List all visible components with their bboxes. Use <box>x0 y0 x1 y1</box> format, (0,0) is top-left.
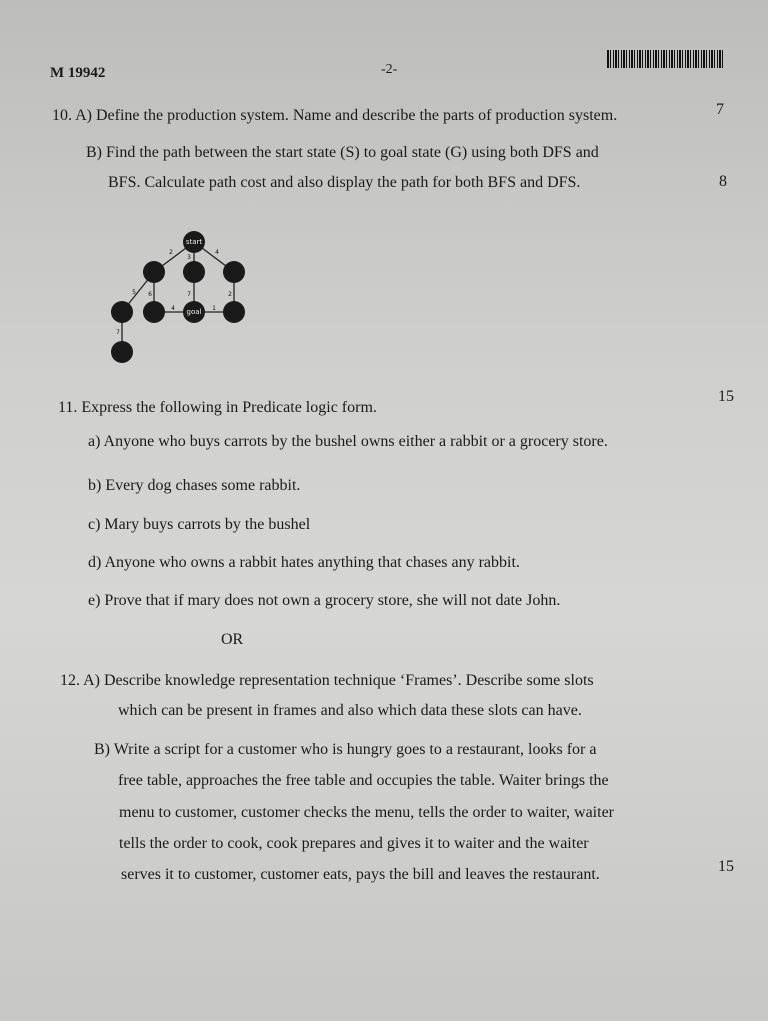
q10a-marks: 7 <box>716 101 724 118</box>
q11-item-e: e) Prove that if mary does not own a grocery store, she will not date John. <box>88 592 561 609</box>
q10b-marks: 8 <box>719 173 727 190</box>
edge-weight: 1 <box>212 305 216 312</box>
q10a-text: 10. A) Define the production system. Name and describe the parts of production system. <box>52 107 618 124</box>
q11-item-d: d) Anyone who owns a rabbit hates anything that chases any rabbit. <box>88 554 520 571</box>
paper-code: M 19942 <box>50 65 106 81</box>
q12b-line2: free table, approaches the free table and occupies the table. Waiter brings the <box>118 772 609 789</box>
q10b-line2: BFS. Calculate path cost and also display the path for both BFS and DFS. <box>108 174 581 191</box>
q12a-line1: 12. A) Describe knowledge representation technique ‘Frames’. Describe some slots <box>60 672 594 689</box>
q11-item-c: c) Mary buys carrots by the bushel <box>88 516 311 533</box>
edge-weight: 5 <box>132 289 136 296</box>
edge-weight: 4 <box>171 305 175 312</box>
edge-weight: 2 <box>169 249 173 256</box>
barcode <box>607 50 725 68</box>
search-graph-diagram <box>100 226 260 372</box>
q11-item-b: b) Every dog chases some rabbit. <box>88 477 301 494</box>
start-label: start <box>185 238 203 246</box>
q12b-line4: tells the order to cook, cook prepares and gives it to waiter and the waiter <box>119 835 589 852</box>
edge-weight: 7 <box>187 291 191 298</box>
goal-label: goal <box>186 308 202 316</box>
q11-item-a: a) Anyone who buys carrots by the bushel owns either a rabbit or a grocery store. <box>88 433 608 450</box>
edge-weight: 6 <box>148 291 152 298</box>
edge-weight: 2 <box>228 291 232 298</box>
page-number: -2- <box>381 62 398 77</box>
edge-weight: 7 <box>116 329 120 336</box>
q11-marks: 15 <box>718 388 734 405</box>
edge-weight: 3 <box>187 254 191 261</box>
edge-weight: 4 <box>215 249 219 256</box>
q12b-line5: serves it to customer, customer eats, pays the bill and leaves the restaurant. <box>121 866 600 883</box>
q12b-line3: menu to customer, customer checks the menu, tells the order to waiter, waiter <box>119 804 614 821</box>
q10b-line1: B) Find the path between the start state (S) to goal state (G) using both DFS and <box>86 144 599 161</box>
q11-heading: 11. Express the following in Predicate logic form. <box>58 399 377 416</box>
or-divider: OR <box>221 631 244 648</box>
q12b-line1: B) Write a script for a customer who is hungry goes to a restaurant, looks for a <box>94 741 597 758</box>
q12a-line2: which can be present in frames and also which data these slots can have. <box>118 702 582 719</box>
q12-marks: 15 <box>718 858 734 875</box>
